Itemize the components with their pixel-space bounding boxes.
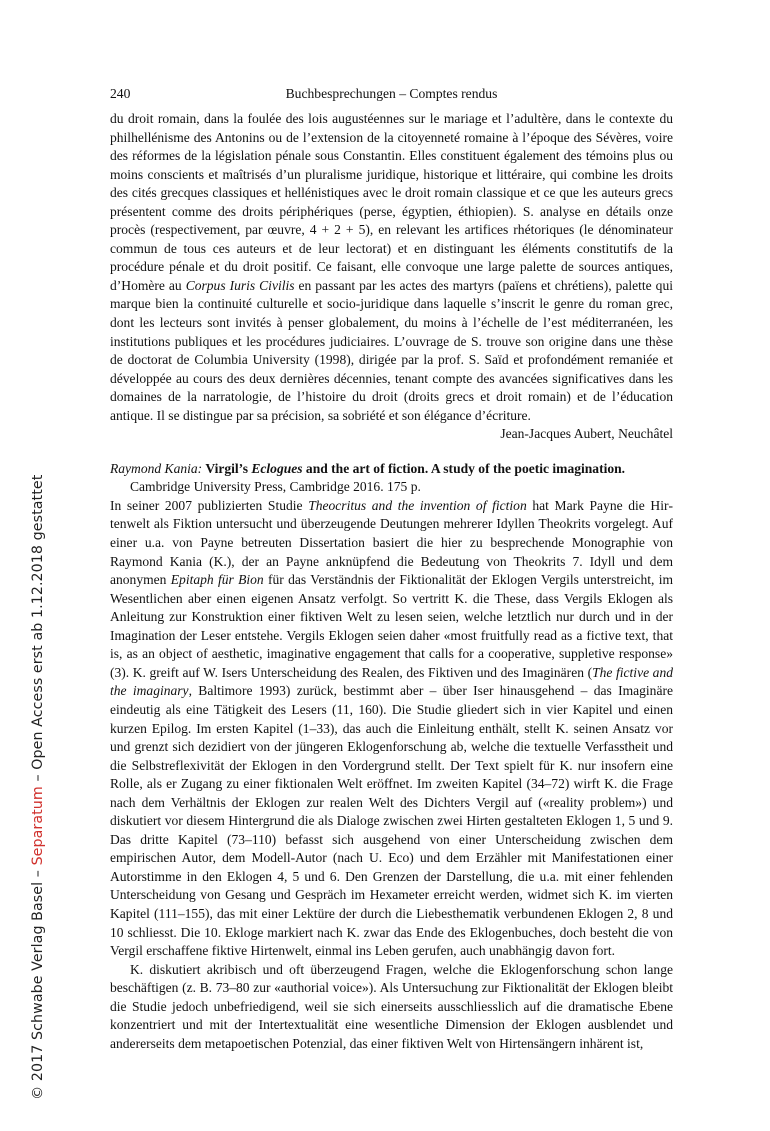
french-paragraph [110, 110, 673, 442]
reviewer-signature: Jean-Jacques Aubert, Neuchâtel [500, 426, 673, 442]
text-run: du droit romain, dans la foulée des lois augustéennes sur le mariage et l’adultère, dans le contexte du philhellénisme des Antonins ou de l’extension de la citoyenneté romaine à l’époque des Sévères, voire des réformes de la législation pénale sous Constantin. Elles constituent également des témoins plus ou moins conscients et maîtrisés d’un pluralisme juridique, historique et littéraire, qui combine les droits des cités grecques classiques et hellénistiques avec le droit romain classique et ce que les auteurs grecs présentent comme des droits périphériques (perse, égyptien, éthiopien). S. analyse en détails onze procès (respectivement, par œuvre, 4 + 2 + 5), en relevant les artifices rhétoriques (le dénominateur commun de tous ces auteurs et de leur lectorat) et en distinguant les éléments constitutifs de la procédure pénale et du droit positif. Ce faisant, elle convoque une large palette de sources antiques, d’Homère au [110, 111, 673, 293]
page-number: 240 [110, 86, 131, 101]
text-run: für das Verständnis der Fiktionalität der Eklogen Vergils unterstreicht, im Wesentlichen aber einen eigenen Ansatz verfolgt. So vertritt K. die These, dass Vergils Eklogen als Anleitung zur Konstruktion einer fiktiven Welt zu lesen seien, welche letztlich nur durch und in der Imagination der Leser entstehe. Vergils Eklogen seien daher «most fruitfully read as a fictive text, that is, as an object of aesthetic, imaginative engagement that calls for a cooperative, suppletive response» (3). K. greift auf W. Isers Unterscheidung des Realen, des Fiktiven und des Imaginären ( [110, 572, 673, 680]
bold-text: Virgil’s [202, 460, 252, 476]
italic-text: Corpus Iuris Civilis [185, 277, 295, 293]
italic-text: Raymond Kania: [110, 460, 203, 476]
french-review-ending [110, 110, 673, 444]
text-run: , Baltimore 1993) zurück, bestimmt aber – über Iser hinausgehend – das Imaginäre eindeutig als eine Tätigkeit des Lesers (11, 160). Die Studie gliedert sich in vier Kapitel und einen kurzen Epilog. Im ersten Kapitel (1–33), das auch die Einleitung enthält, stellt K. seinen Ansatz vor und grenzt sich dezidiert von der jüngeren Eklogenforschung ab, welche die textuelle Verfasstheit und die Selbstreflexivität der Eklogen in den Vordergrund stellt. Der Text spielt für K. nur insofern eine Rolle, als er Zugang zu einer fiktionalen Welt eröffnet. Im zweiten Kapitel (34–72) wirft K. die Frage nach dem Verhältnis der Eklogen zur realen Welt des Dichters Vergil auf («reality problem») und diskutiert vor diesem Hintergrund die als Dialoge zwischen zwei Hirten gestalteten Eklogen 1, 5 und 9. Das dritte Kapitel (73–110) befasst sich ausgehend von einer Unterscheidung zwischen dem empirischen Autor, dem Modell-Autor (nach U. Eco) und dem Erzähler mit Manifestationen einer Autorstimme in den Eklogen 4, 5 und 6. Den Grenzen der Darstellung, die u.a. mit einer fehlenden Unterscheidung von Gesang und Gespräch im Hexameter erreicht werden, widmet sich K. im vierten Kapitel (111–155), das mit einer Lektüre der durch die Liebesthematik verbundenen Eklogen 2, 8 und 10 schliesst. Die 10. Ekloge markiert nach K. zwar das Ende des Eklogenbuches, doch besteht die von Vergil erschaffene fiktive Hirtenwelt, einmal ins Leben gerufen, auch unabhängig davon fort. [110, 683, 673, 959]
italic-text: Epitaph für Bion [170, 572, 264, 588]
separatum-label: Separatum [30, 786, 46, 866]
book-review [110, 460, 673, 1054]
copyright-side-notice [30, 475, 46, 1100]
review-paragraph [110, 961, 673, 1054]
italic-text: Theocritus and the invention of fiction [308, 497, 527, 513]
running-header [110, 86, 673, 104]
italic-text: Eclogues [251, 460, 303, 476]
text-flow [110, 110, 673, 1053]
running-title: Buchbesprechungen – Comptes rendus [285, 86, 498, 101]
notice-text: – Open Access erst ab 1.12.2018 gestattet [30, 474, 46, 787]
text-run: In seiner 2007 publizierten Studie [110, 497, 309, 513]
paragraph-text [110, 111, 673, 423]
bold-text: and the art of fiction. A study of the poetic imagination. [302, 460, 626, 476]
text-run: en passant par les actes des martyrs (païens et chrétiens), palette qui marque bien la continuité culturelle et socio-juridique dans laquelle s’inscrit le genre du roman grec, dont les lecteurs sont invités à penser globalement, du moins à l’échelle de l’est méditerranéen, les institutions publiques et les procédures judiciaires. L’ouvrage de S. trouve son origine dans une thèse de doctorat de Columbia University (1998), dirigée par la prof. S. Saïd et profondément remaniée et développée au cours des deux dernières décennies, tenant compte des avancées significatives dans les domaines de la narratologie, de l’histoire du droit (droits grecs et droit romain) et de l’éducation antique. Il se distingue par sa précision, sa sobriété et son élégance d’écriture. [110, 277, 673, 423]
text-run: hat Mark Payne die Hirtenwelt als Fiktion untersucht und überzeugende Deutungen mehrerer Idyllen Theokrits vorgelegt. Auf einer u.a. von Payne betreuten Dissertation basiert die hier zu besprechende Monographie von Raymond Kania (K.), der an Payne anknüpfend die Bedeutung von Theokrits 7. Idyll und dem anonymen [110, 497, 673, 588]
review-bibliographic-heading [110, 460, 673, 497]
text-run: Cambridge University Press, Cambridge 2016. 175 p. [130, 479, 421, 495]
italic-text: The fictive and the imaginary [110, 664, 674, 699]
review-paragraph [110, 497, 673, 961]
text-run: K. diskutiert akribisch und oft überzeugend Fragen, welche die Eklogenforschung schon lange beschäftigen (z. B. 73–80 zur «authorial voice»). Als Untersuchung zur Fiktionalität der Eklogen bleibt die Studie jedoch unbefriedigend, weil sie sich einerseits ausschliesslich auf die dramatische Ebene konzentriert und mit der Intertextualität eine wesentliche Dimension der Eklogen ausblendet und andererseits dem metapoetischen Potenzial, das einer fiktiven Welt von Hirtensängern inhärent ist, [110, 961, 673, 1051]
notice-text: © 2017 Schwabe Verlag Basel – [30, 865, 46, 1100]
